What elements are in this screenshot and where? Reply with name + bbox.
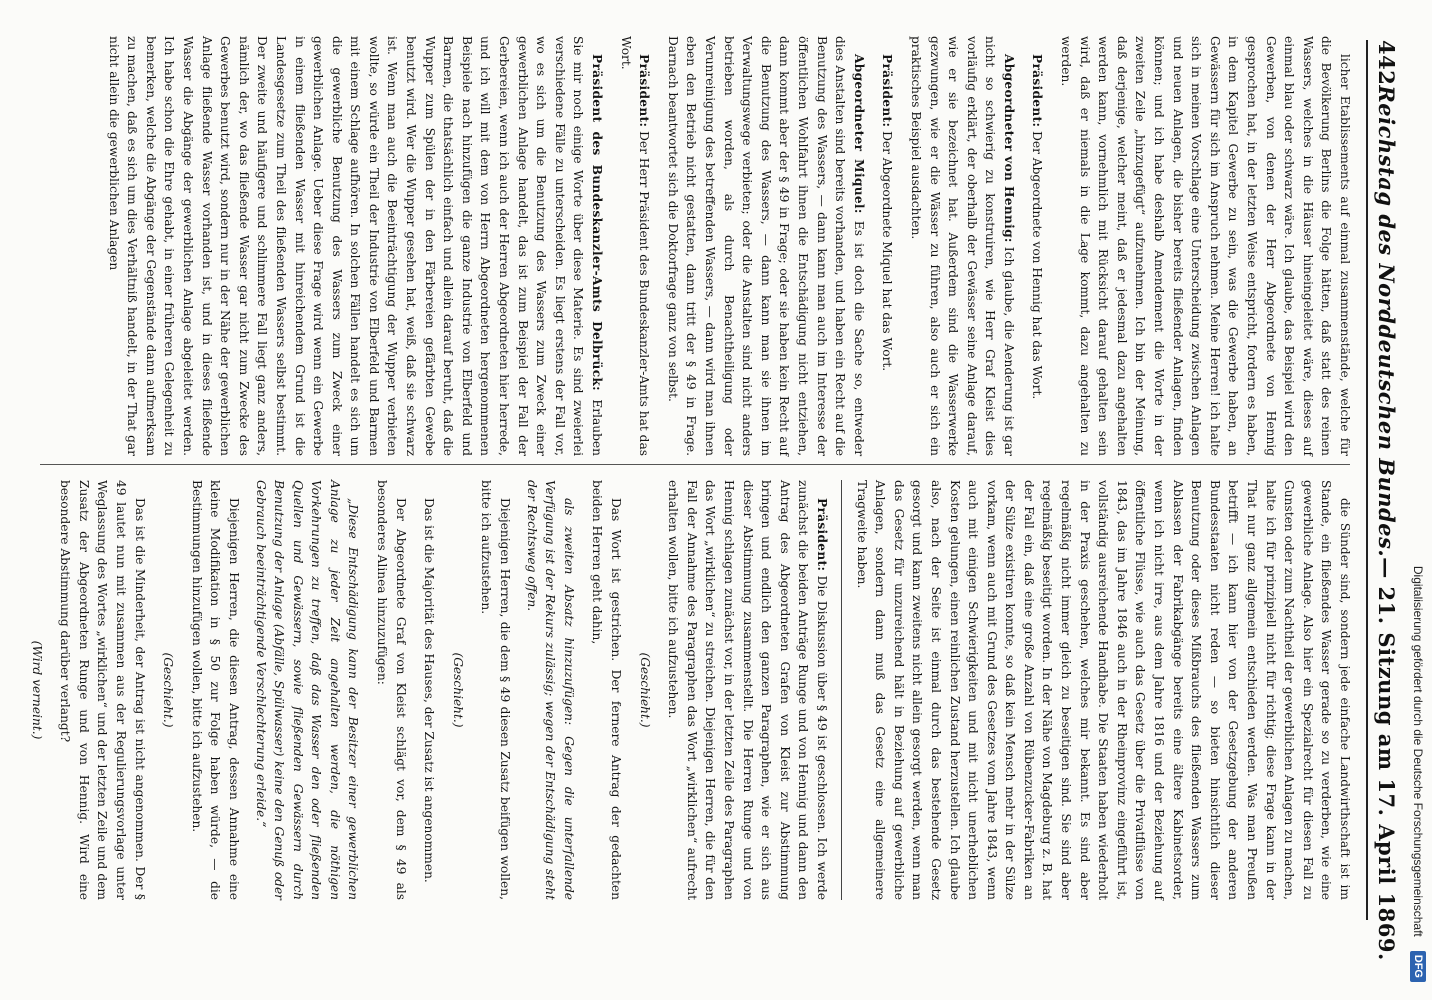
speech-text: Der Herr Präsident des Bundeskanzler-Amts hat das Wort. xyxy=(618,36,652,456)
speech xyxy=(104,36,606,456)
dfg-logo: DFG xyxy=(1410,951,1426,982)
page-number: 442 xyxy=(1374,40,1399,86)
speaker-name: Präsident: xyxy=(637,54,652,128)
speaker-name: Präsident: xyxy=(880,54,895,128)
paragraph: die Sünder sind, sondern jede einfache Landwirthschaft ist im Stande, ein fließendes Wasser gerade so zu verderben, wie eine gewerbliche Anlage. Also hier ein Spezialrecht für diesen Fall zu Gunsten oder zum Nachtheil der gewerblichen Anlagen zu machen, halte ich für prinzipiell nicht für richtig; diese Frage kann in der That nur ganz allgemein entschieden werden. Was man Preußen betrifft — ich kann hier von der Gesetzgebung der anderen Bundesstaaten nicht reden — so bieten hinsichtlich dieser Benutzung oder dieses Mißbrauchs des fließenden Wassers zum Ablassen der Fabrikabgänge bereits eine ältere Kabinetsorder, wenn ich nicht irre, aus dem Jahre 1816 und der Beziehung auf öffentliche Flüsse, wie auch das Gesetz über die Privatflüsse von 1843, das im Jahre 1846 auch in der Rheinprovinz eingeführt ist, vollständig ausreichende Handhabe. Die Staaten haben wiederholt in der Praxis geschehen, welches mir bekannt. Es sind aber regelmäßig nicht immer gleich zu beseitigen sind. Sie sind aber regelmäßig beseitigt worden. In der Nähe von Magdeburg z. B. hat der Fall ein, daß eine große Anzahl von Rübenzucker-Fabriken an der Sülze existiren konnte, so daß kein Mensch mehr in der Sülze vorkam, wenn auch mit Grund des Gesetzes vom Jahre 1843, wenn auch mit einigen Schwierigkeiten und mit nicht unerheblichen Kosten gelungen, einen reinlichen Zustand herzustellen. Ich glaube also, nach der Seite ist einmal durch das bestehende Gesetz gesorgt und kann zweitens nicht allein gesorgt werden, wenn man das Gesetz für unzureichend hält in Beziehung auf gewerbliche Anlagen, sondern dann muß das Gesetz eine allgemeinere Tragweite haben. xyxy=(854,480,1352,900)
digitization-notice-text: Digitalisierung gefördert durch die Deutsche Forschungsgemeinschaft xyxy=(1411,565,1425,937)
speech-text: Der Abgeordnete von Hennig hat das Wort. xyxy=(1030,131,1045,400)
quoted-motion: „Diese Entschädigung kann der Besitzer einer gewerblichen Anlage zu jeder Zeit angehalten werden, die nöthigen Vorkehrungen zu treffen, daß das Wasser den oder fließenden Quellen und Gewässern, sowie fließenden Gewässern durch Benutzung der Anlage (Abfälle, Spülwasser) keine den Genuß oder Gebrauch beeinträchtigende Verschlechterung erleide.“ xyxy=(253,480,361,900)
speech-text: Erlauben Sie mir noch einige Worte über diese Materie. Es sind zweierlei verschiedene Fälle zu unterscheiden. Es liegt erstens der Fall vor, wo es sich um die Benutzung des Wassers zum Zweck einer gewerblichen Anlage handelt, das ist zum Beispiel der Fall der Gerbereien, wenn ich auch der Herren Abgeordneten hier herrede, und ich will mit dem von Herrn Abgeordneten hergenommenen Beispiele nach hinzufügen die ganze Industrie von Elberfeld und Barmen, die thatsächlich einfach und allein darauf beruht, daß die Wupper zum Spülen der in den Färbereien gefärbten Gewebe benutzt wird. Wer die Wupper gesehen hat, weiß, daß sie schwarz ist. Wenn man auch die Beeinträchtigung der Wupper verbieten wollte, so würde ein Theil der Industrie von Elberfeld und Barmen mit einem Schlage aufhören. In solchen Fällen handelt es sich um die gewerbliche Benutzung des Wassers zum Zweck einer gewerblichen Anlage. Ueber diese Frage wird wenn ein Gewerbe in einem fließenden Wasser mit hinreichendem Grund ist die Landesgesetze zum Theil des fließenden Wassers selbst bestimmt. Der zweite und häufigere und schlimmere Fall liegt ganz anders, nämlich der, wo das fließende Wasser gar nicht zum Zwecke des Gewerbes benutzt wird, sondern nur in der Nähe der gewerblichen Anlage fließende Wasser vorhanden ist, und in dieses fließende Wasser die Abgänge der gewerblichen Anlage abgeleitet werden. Ich habe schon die Ehre gehabt, in einer früheren Gelegenheit zu bemerken, welche die Abgänge der Gegenstände dann aufmerksam zu machen, daß es sich um dies Verhältniß handelt, in der That gar nicht allein die gewerblichen Anlagen xyxy=(106,36,605,456)
speech-text: Der Abgeordnete Miquel hat das Wort. xyxy=(880,131,895,372)
paragraph: Das ist die Majorität des Hauses, der Zusatz ist angenommen. xyxy=(422,498,437,883)
speaker-name: Präsident des Bundeskanzler-Amts Delbrück: xyxy=(590,54,605,391)
speaker-name: Präsident: xyxy=(814,498,829,572)
stage-direction: (Geschieht.) xyxy=(637,652,652,728)
right-column xyxy=(29,480,1354,900)
speech xyxy=(616,36,653,456)
paragraph: Diejenigen Herren, die diesen Antrag, dessen Annahme eine kleine Modifikation in § 50 zur Folge haben würde, — die Bestimmungen hinzufügen wollen, bitte ich aufzustehen. xyxy=(189,480,241,900)
paragraph: Diejenigen Herren, die dem § 49 diesen Zusatz beifügen wollen, bitte ich aufzustehen. xyxy=(479,480,513,900)
stage-direction: (Geschieht.) xyxy=(161,652,176,728)
speech xyxy=(878,36,897,456)
stage-direction: (Wird verneint.) xyxy=(29,640,44,740)
column-divider xyxy=(40,464,1350,465)
paragraph: Das Wort ist gestrichen. Der fernere Antrag der gedachten beiden Herren geht dahin, xyxy=(590,480,624,900)
paragraph: Das ist die Minderheit, der Antrag ist nicht angenommen. Der § 49 lautet nun mit zusammen aus der Regulierungsvorlage unter Weglassung des Wortes „wirklichen“ und der letzten Zeile und dem Zusatz der Abgeordneten Runge und von Hennig. Wird eine besondere Abstimmung darüber verlangt? xyxy=(58,480,147,900)
paragraph: Der Abgeordnete Graf von Kleist schlägt vor, dem § 49 als besonderes Alinea hinzuzufügen: xyxy=(375,480,408,900)
speaker-name: Präsident: xyxy=(1030,54,1045,128)
speech-text: Die Diskussion über § 49 ist geschlossen. Ich werde zunächst die beiden Anträge Runge und von Hennig und dann den Antrag des Abgeordneten Grafen von Kleist zur Abstimmung bringen und endlich den ganzen Paragraphen, wie er sich aus dieser Abstimmung zusammenstellt. Die Herren Runge und von Hennig schlagen zunächst vor, in der letzten Zeile des Paragraphen das Wort „wirklichen“ zu streichen. Diejenigen Herren, die für den Fall der Annahme des Paragraphen das Wort „wirklichen“ aufrecht erhalten wollen, bitte ich aufzustehen. xyxy=(666,480,829,900)
page-header xyxy=(1366,40,1410,961)
stage-direction: (Geschieht.) xyxy=(450,652,465,728)
left-column xyxy=(34,36,1354,456)
quoted-motion: als zweiten Absatz hinzuzufügen: Gegen die unterfallende Verfügung ist der Rekurs zulässig; wegen der Entschädigung steht der Rechtsweg offen. xyxy=(524,480,576,900)
paragraph: licher Etablissements auf einmal zusammenstände, welche für die Bevölkerung Berlins die Folge hätten, daß statt des reinen Wassers, welches in die Häuser hineingeleitet wäre, dieses auf einmal blau oder schwarz wäre. Ich glaube, das Beispiel wird den Gewerben, von denen der Herr Abgeordnete von Hennig gesprochen hat, in der letzten Weise entspricht, fordern es haben, in dem Kapitel Gewerbe zu sein, was die Gewerbe haben, an Gewässern für sich im Anspruch nehmen. Meine Herren! ich halte sich in meinen Vorschlage eine Unterscheidung zwischen Anlagen und neuen Anlagen, die bisher bereits fließender Anlagen, finden können; und ich habe deshalb Amendement die Worte in der zweiten Zeile „hinzugefügt“ aufzunehmen. Ich bin der Meinung, daß derjenige, welcher meint, daß er jedesmal dazu angehalten werden kann, vornehmlich mit Rücksicht darauf gehalten sein wird, daß er niemals in die Lage kommt, dazu angehalten zu werden. xyxy=(1059,36,1352,456)
speaker-name: Abgeordneter von Hennig: xyxy=(1001,54,1016,243)
speech-text: Ich glaube, die Aenderung ist gar nicht so schwierig zu konstruiren, wie Herr Graf Kleist dies vorläufig erklärt, der oberhalb der Gewässer seine Anlage darauf, wie er sie bezeichnet hat. Außerdem sind die Wasserwerke gezwungen, wie er die Wässer zu führen, also auch er sich ein praktisches Beispiel ausdachten. xyxy=(908,36,1016,456)
page-title: Reichstag des Norddeutschen Bundes. xyxy=(1374,85,1399,558)
speech-text: Es ist doch die Sache so, entweder dies Anstalten sind bereits vorhanden, und haben ein Recht auf die Benutzung des Wassers, — dann kann man auch im Interesse der öffentlichen Wohlfahrt ihnen die Entschädigung nicht entziehen, dann kommt aber der § 49 in Frage; oder sie haben kein Recht auf die Benutzung des Wassers, — dann kann man sie ihnen im Verwaltungswege verbieten; oder die Anstalten sind nicht anders betrieben worden, als durch Benachtheiligung oder Verunreinigung des betreffenden Wassers, — dann wird man ihnen eben den Betrieb nicht gestatten, dann tritt der § 49 in Frage. Darnach beantwortet sich die Doktorfrage ganz von selbst. xyxy=(665,36,866,457)
speech xyxy=(906,36,1018,456)
section-rule xyxy=(841,480,842,900)
speech xyxy=(664,480,831,900)
speech xyxy=(1028,36,1047,456)
session-date: — 21. Sitzung am 17. April 1869. xyxy=(1374,557,1399,961)
speaker-name: Abgeordneter Miquel: xyxy=(851,54,866,214)
speech xyxy=(663,36,868,456)
